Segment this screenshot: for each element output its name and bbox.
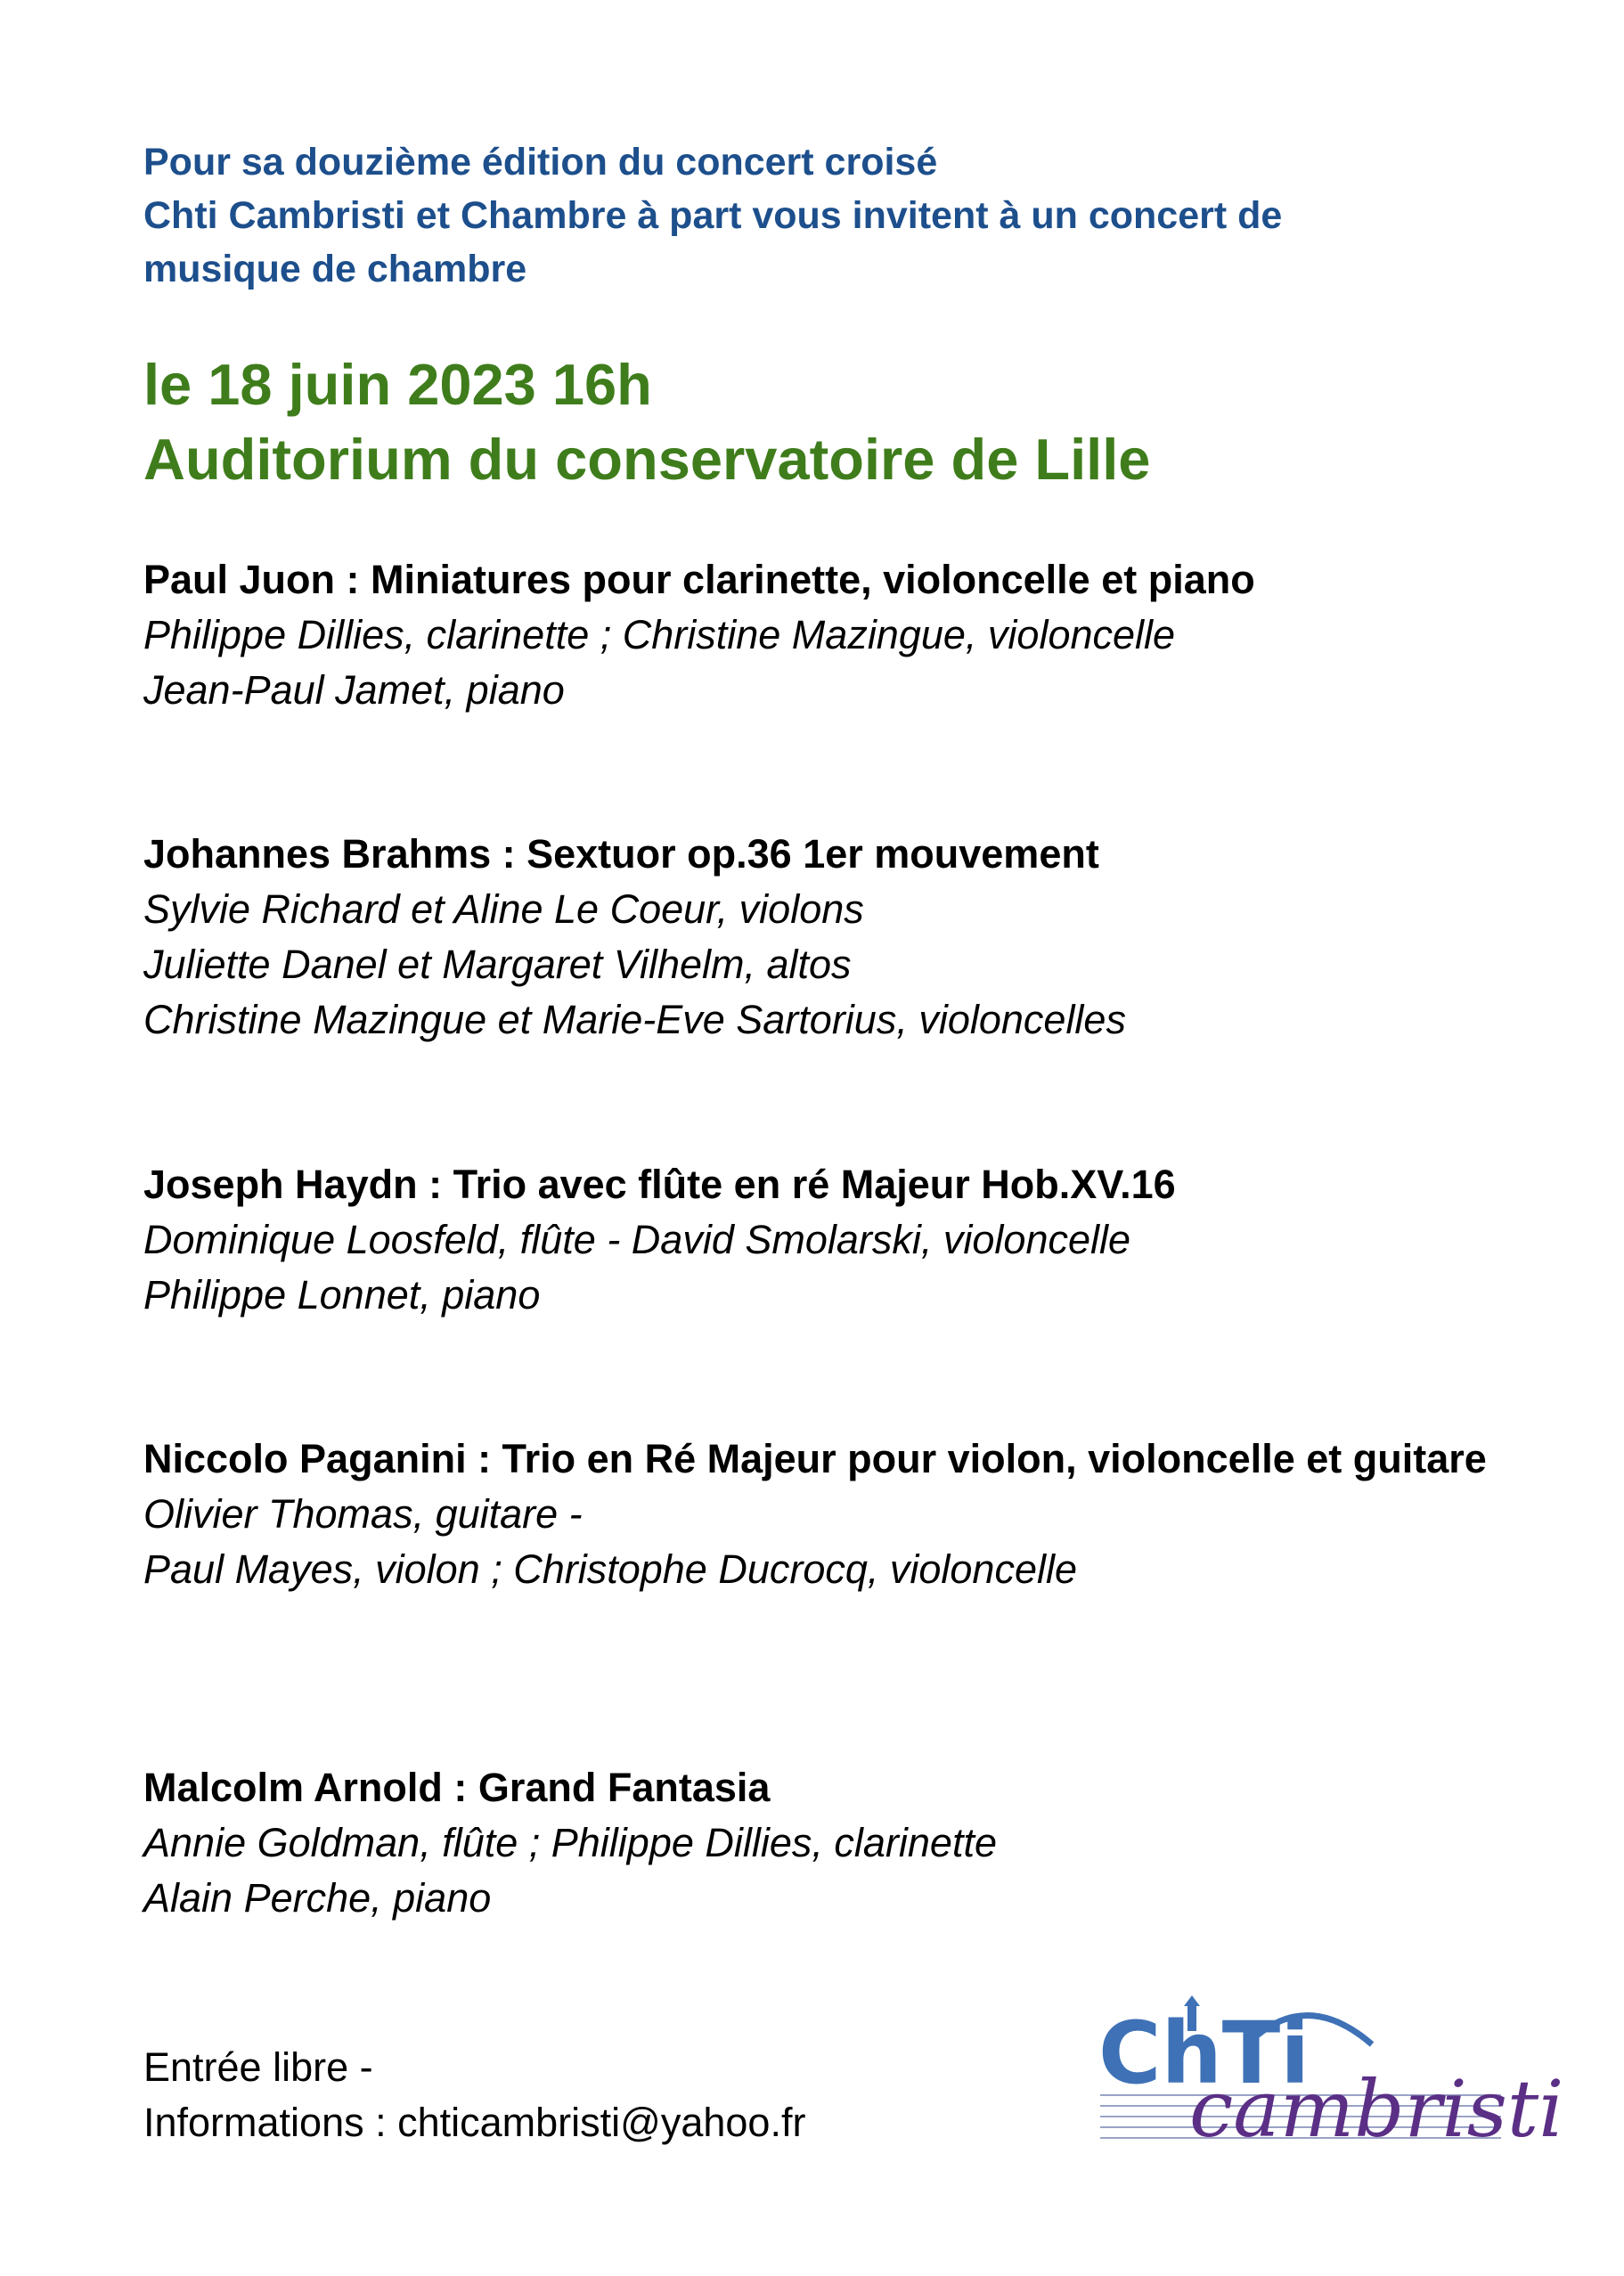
- performers-line: Juliette Danel et Margaret Vilhelm, altos: [143, 942, 852, 987]
- logo-top-text: ChTi: [1098, 2003, 1310, 2103]
- program-item-juon: [143, 552, 1533, 718]
- piece-title: Johannes Brahms : Sextuor op.36 1er mouvement: [143, 831, 1099, 877]
- performers-line: Philippe Dillies, clarinette ; Christine Mazingue, violoncelle: [143, 612, 1176, 657]
- performers-line: Sylvie Richard et Aline Le Coeur, violons: [143, 886, 864, 932]
- performers-line: Paul Mayes, violon ; Christophe Ducrocq, violoncelle: [143, 1546, 1078, 1592]
- piece-title: Niccolo Paganini : Trio en Ré Majeur pour violon, violoncelle et guitare: [143, 1436, 1487, 1481]
- piece-title: Paul Juon : Miniatures pour clarinette, violoncelle et piano: [143, 557, 1255, 602]
- program-item-brahms: [143, 827, 1533, 1048]
- intro-block: [143, 135, 1533, 296]
- intro-line-2: Chti Cambristi et Chambre à part vous invitent à un concert de: [143, 194, 1283, 237]
- intro-line-3: musique de chambre: [143, 248, 527, 290]
- event-block: [143, 347, 1533, 497]
- performers-line: Philippe Lonnet, piano: [143, 1272, 541, 1317]
- piece-title: Malcolm Arnold : Grand Fantasia: [143, 1765, 771, 1810]
- performers-line: Alain Perche, piano: [143, 1875, 492, 1921]
- intro-line-1: Pour sa douzième édition du concert croisé: [143, 141, 938, 184]
- chticambristi-logo: [1091, 1995, 1564, 2155]
- contact-info: Informations : chticambristi@yahoo.fr: [143, 2100, 806, 2145]
- footer-block: [143, 2040, 1034, 2150]
- performers-line: Dominique Loosfeld, flûte - David Smolarski, violoncelle: [143, 1217, 1131, 1262]
- performers-line: Olivier Thomas, guitare -: [143, 1491, 583, 1537]
- program-item-haydn: [143, 1157, 1533, 1323]
- performers-line: Annie Goldman, flûte ; Philippe Dillies, clarinette: [143, 1820, 997, 1865]
- piece-title: Joseph Haydn : Trio avec flûte en ré Majeur Hob.XV.16: [143, 1162, 1176, 1207]
- program-item-arnold: [143, 1760, 1533, 1926]
- entry-note: Entrée libre -: [143, 2044, 373, 2090]
- logo-bottom-text: cambristi: [1189, 2063, 1564, 2155]
- event-date: le 18 juin 2023 16h: [143, 352, 652, 417]
- performers-line: Jean-Paul Jamet, piano: [143, 667, 565, 713]
- performers-line: Christine Mazingue et Marie-Eve Sartorius, violoncelles: [143, 997, 1126, 1042]
- logo-graphic: [1091, 1995, 1564, 2155]
- program-item-paganini: [143, 1432, 1533, 1597]
- event-venue: Auditorium du conservatoire de Lille: [143, 427, 1151, 492]
